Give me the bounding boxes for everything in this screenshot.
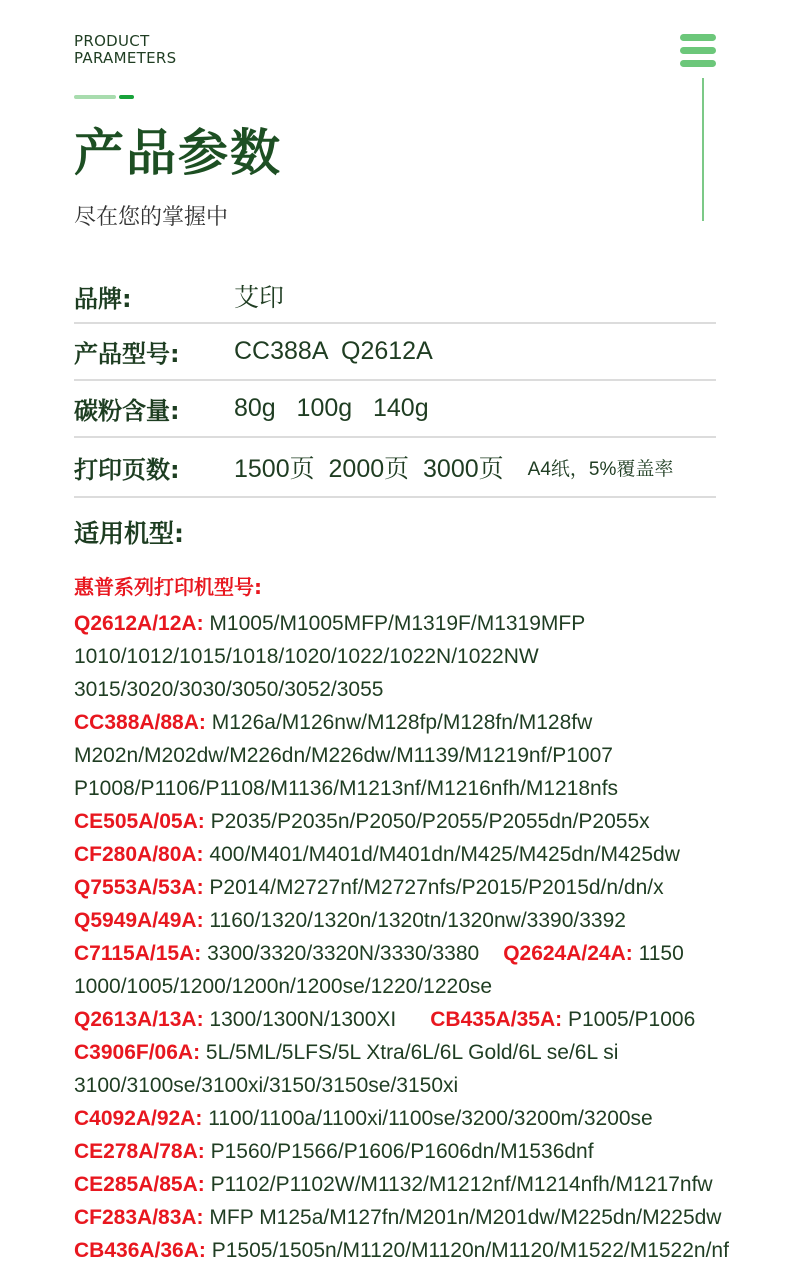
param-row-pages [74,438,716,498]
model-text: 1000/1005/1200/1200n/1200se/1220/1220se [74,975,493,998]
param-value: 80g 100g 140g [234,394,429,422]
cartridge-code: CE285A/85A: [74,1173,205,1196]
page-title: 产品参数 [74,124,282,182]
series-title: 惠普系列打印机型号: [74,575,262,599]
model-text: P1560/P1566/P1606/P1606dn/M1536dnf [210,1140,594,1163]
model-text: 1300/1300N/1300XI [209,1008,397,1031]
param-label: 品牌: [74,284,132,313]
cartridge-code: CB436A/36A: [74,1239,206,1262]
model-text: 3100/3100se/3100xi/3150/3150se/3150xi [74,1074,459,1097]
model-text: 3015/3020/3030/3050/3052/3055 [74,678,384,701]
model-line [74,772,790,805]
params-table [74,270,716,498]
model-text: 1150 [638,942,684,965]
param-label: 产品型号: [74,340,180,368]
model-line [74,838,790,871]
header-english [74,33,176,67]
model-text: P1102/P1102W/M1132/M1212nf/M1214nfh/M1217nfw [210,1173,713,1196]
vertical-divider [702,78,704,221]
accent-bar-light [74,95,116,99]
cartridge-code: Q2624A/24A: [503,942,633,965]
compat-title: 适用机型: [74,519,184,548]
model-line [74,805,790,838]
model-line [74,673,790,706]
cartridge-code: CF280A/80A: [74,843,204,866]
model-line [74,937,790,970]
cartridge-code: CB435A/35A: [430,1008,563,1031]
cartridge-code: C3906F/06A: [74,1041,201,1064]
model-line [74,1135,790,1168]
model-line [74,1168,790,1201]
menu-icon-bar [680,34,716,41]
model-text: MFP M125a/M127fn/M201n/M201dw/M225dn/M225dw [209,1206,722,1229]
model-text: P1008/P1106/P1108/M1136/M1213nf/M1216nfh/M1218nfs [74,777,619,800]
param-label: 打印页数: [74,455,180,484]
model-text: 400/M401/M401d/M401dn/M425/M425dn/M425dw [209,843,680,866]
model-text: 1160/1320/1320n/1320tn/1320nw/3390/3392 [209,909,626,932]
model-text: 5L/5ML/5LFS/5L Xtra/6L/6L Gold/6L se/6L si [205,1041,619,1064]
cartridge-code: CC388A/88A: [74,711,206,734]
param-note: A4纸，5%覆盖率 [527,458,674,480]
model-line [74,871,790,904]
page-subtitle: 尽在您的掌握中 [74,205,229,230]
header-en-line1: PRODUCT [74,32,150,50]
model-text: P2014/M2727nf/M2727nfs/P2015/P2015d/n/dn/x [209,876,664,899]
model-line [74,1036,790,1069]
model-list [74,607,790,1267]
model-text: M202n/M202dw/M226dn/M226dw/M1139/M1219nf/P1007 [74,744,613,767]
header-en-line2: PARAMETERS [74,49,177,67]
model-line [74,1003,790,1036]
model-line [74,1069,790,1102]
model-line [74,607,790,640]
model-text: 1100/1100a/1100xi/1100se/3200/3200m/3200se [208,1107,653,1130]
cartridge-code: CE505A/05A: [74,810,205,833]
model-text: P1005/P1006 [567,1008,696,1031]
menu-icon[interactable] [680,34,716,68]
cartridge-code: Q7553A/53A: [74,876,204,899]
param-row-model [74,324,716,381]
model-line [74,1201,790,1234]
model-line [74,1102,790,1135]
model-line [74,904,790,937]
model-text: M1005/M1005MFP/M1319F/M1319MFP [209,612,586,635]
cartridge-code: Q5949A/49A: [74,909,204,932]
param-row-toner [74,381,716,438]
menu-icon-bar [680,47,716,54]
model-text: P1505/1505n/M1120/M1120n/M1120/M1522/M1522n/nf [211,1239,729,1262]
param-value: 艾印 [234,284,285,312]
model-text: P2035/P2035n/P2050/P2055/P2055dn/P2055x [210,810,650,833]
model-text: 1010/1012/1015/1018/1020/1022/1022N/1022NW [74,645,539,668]
param-value: 1500页 2000页 3000页 [234,455,504,483]
cartridge-code: Q2613A/13A: [74,1008,204,1031]
param-label: 碳粉含量: [74,397,180,425]
model-text: M126a/M126nw/M128fp/M128fn/M128fw [211,711,593,734]
model-line [74,970,790,1003]
model-line [74,1234,790,1267]
model-line [74,706,790,739]
model-line [74,640,790,673]
param-row-brand [74,270,716,324]
cartridge-code: CE278A/78A: [74,1140,205,1163]
accent-bar-dark [119,95,134,99]
model-line [74,739,790,772]
cartridge-code: C4092A/92A: [74,1107,203,1130]
cartridge-code: CF283A/83A: [74,1206,204,1229]
cartridge-code: Q2612A/12A: [74,612,204,635]
param-value: CC388A Q2612A [234,337,433,365]
cartridge-code: C7115A/15A: [74,942,202,965]
model-text: 3300/3320/3320N/3330/3380 [207,942,480,965]
menu-icon-bar [680,60,716,67]
